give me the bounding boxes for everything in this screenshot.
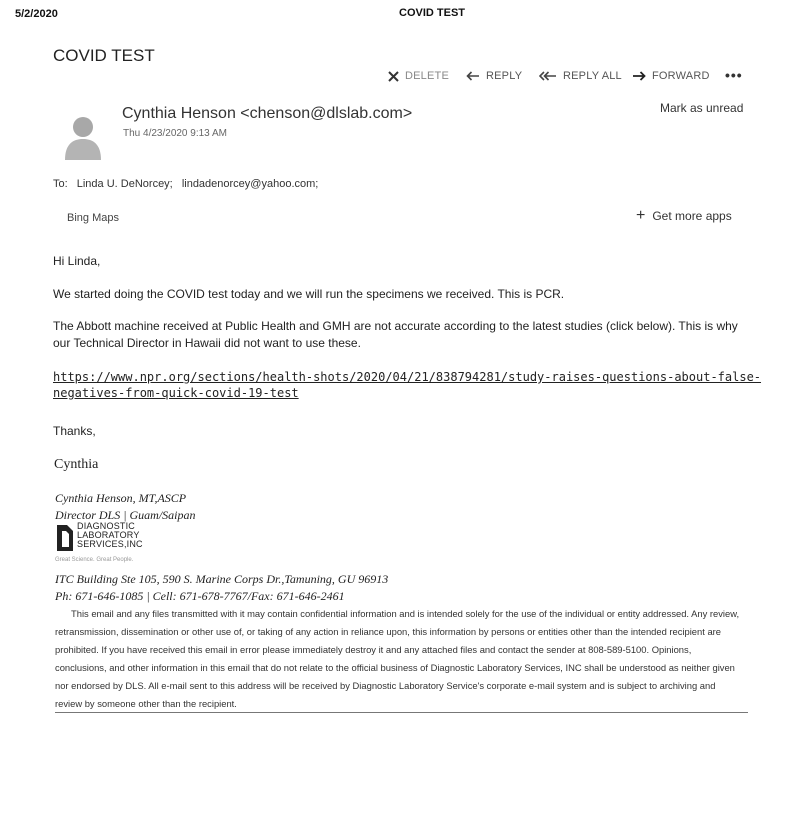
logo-line: DIAGNOSTIC	[77, 521, 136, 531]
forward-arrow-icon	[632, 71, 646, 81]
recipient[interactable]: Linda U. DeNorcey;	[76, 178, 173, 190]
reply-label: REPLY	[486, 70, 523, 82]
company-phone: Ph: 671-646-1085 | Cell: 671-678-7767/Fax: 671-646-2461	[55, 589, 345, 603]
company-logo	[55, 522, 175, 554]
reply-button[interactable]	[466, 70, 522, 82]
signature-name: Cynthia Henson, MT,ASCP	[55, 491, 187, 505]
avatar	[62, 114, 104, 160]
delete-label: DELETE	[405, 70, 449, 82]
company-tagline: Great Science. Great People.	[55, 557, 134, 563]
reply-all-button[interactable]	[539, 70, 622, 82]
closing: Thanks,	[53, 424, 96, 438]
reply-arrow-icon	[466, 71, 480, 81]
recipients-line	[53, 178, 324, 190]
article-link[interactable]: https://www.npr.org/sections/health-shots/2020/04/21/838794281/study-raises-questions-about-false-negatives-from-quick-covid-19-test	[53, 370, 762, 400]
reply-all-icon	[539, 71, 557, 81]
print-date: 5/2/2020	[15, 8, 58, 20]
body-paragraph: The Abbott machine received at Public Health and GMH are not accurate according to the latest studies (click below). This is why our Technical Director in Hawaii did not want to use these.	[53, 319, 738, 350]
company-address: ITC Building Ste 105, 590 S. Marine Corps Dr.,Tamuning, GU 96913	[55, 572, 389, 586]
confidentiality-disclaimer: This email and any files transmitted with it may contain confidential information and is intended solely for the use of the individual or entity addressed. Any review, retransmission, dissemination or other use of, or taking of any action in reliance upon, this information by persons or entities other than the intended recipient are prohibited. If you have received this email in error please immediately destroy it and any attached files and contact the sender at 808-589-5100. Opinions, conclusions, and other information in this email that do not relate to the official business of Diagnostic Laboratory Services, INC shall be understood as neither given nor endorsed by DLS. All e-mail sent to this address will be received by Diagnostic Laboratory Service's corporate e-mail system and is subject to archiving and review by someone other than the recipient.	[55, 608, 740, 709]
logo-line: LABORATORY	[77, 530, 140, 540]
sender-name: Cynthia Henson <chenson@dlslab.com>	[122, 105, 413, 122]
mark-as-unread-link[interactable]: Mark as unread	[660, 101, 744, 115]
logo-mark-icon	[55, 523, 75, 553]
bing-maps-app[interactable]: Bing Maps	[67, 212, 119, 224]
person-icon	[62, 114, 104, 160]
to-label: To:	[53, 178, 68, 190]
close-icon	[388, 71, 399, 82]
greeting: Hi Linda,	[53, 254, 101, 268]
body-paragraph: We started doing the COVID test today and we will run the specimens we received. This is PCR.	[53, 287, 565, 301]
reply-all-label: REPLY ALL	[563, 70, 622, 82]
sign-off-name: Cynthia	[54, 457, 99, 472]
get-more-apps-button[interactable]	[636, 209, 732, 223]
recipient[interactable]: lindadenorcey@yahoo.com;	[181, 178, 319, 190]
forward-button[interactable]	[632, 70, 710, 82]
print-title: COVID TEST	[399, 7, 466, 19]
sent-timestamp: Thu 4/23/2020 9:13 AM	[123, 128, 227, 139]
more-icon: •••	[725, 67, 743, 83]
divider	[55, 712, 748, 713]
delete-button[interactable]	[388, 70, 449, 82]
plus-icon: +	[636, 207, 646, 224]
more-actions-button[interactable]	[725, 67, 743, 83]
email-subject: COVID TEST	[53, 46, 155, 65]
get-more-apps-label: Get more apps	[652, 209, 732, 223]
signature-title: Director DLS | Guam/Saipan	[55, 508, 196, 522]
forward-label: FORWARD	[652, 70, 710, 82]
logo-line: SERVICES,INC	[77, 539, 143, 549]
